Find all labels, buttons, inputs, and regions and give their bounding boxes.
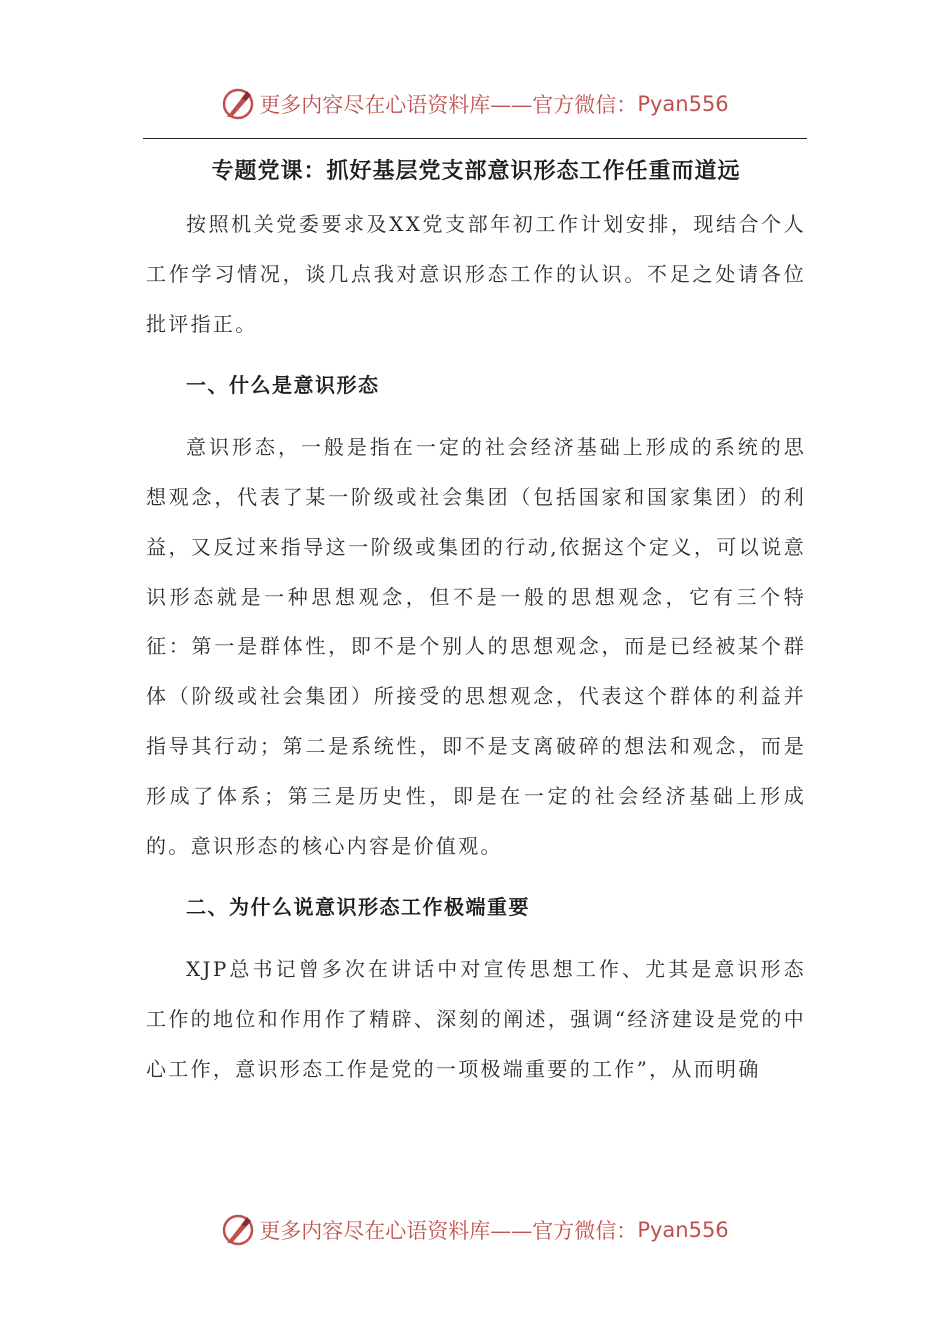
pen-nib-logo-icon — [221, 1213, 255, 1247]
pen-nib-logo-icon — [221, 87, 255, 121]
wechat-id: Pyan556 — [637, 1218, 729, 1242]
watermark-text: 更多内容尽在心语资料库——官方微信： — [259, 93, 638, 117]
intro-paragraph: 按照机关党委要求及XX党支部年初工作计划安排，现结合个人工作学习情况，谈几点我对意识形态工作的认识。不足之处请各位批评指正。 — [146, 212, 806, 336]
document-body — [146, 150, 806, 1095]
header-rule — [143, 138, 807, 139]
section-2-heading: 二、为什么说意识形态工作极端重要 — [186, 895, 530, 920]
wechat-id: Pyan556 — [637, 92, 729, 116]
watermark-footer — [0, 1210, 950, 1250]
document-title: 专题党课：抓好基层党支部意识形态工作任重而道远 — [211, 158, 741, 184]
watermark-header — [0, 84, 950, 124]
section-1-heading: 一、什么是意识形态 — [186, 373, 380, 398]
section-1-paragraph: 意识形态，一般是指在一定的社会经济基础上形成的系统的思想观念，代表了某一阶级或社会集团（包括国家和国家集团）的利益，又反过来指导这一阶级或集团的行动,依据这个定义，可以说意识形态就是一种思想观念，但不是一般的思想观念，它有三个特征：第一是群体性，即不是个别人的思想观念，而是已经被某个群体（阶级或社会集团）所接受的思想观念，代表这个群体的利益并指导其行动；第二是系统性，即不是支离破碎的想法和观念，而是形成了体系；第三是历史性，即是在一定的社会经济基础上形成的。意识形态的核心内容是价值观。 — [146, 435, 806, 858]
watermark-text: 更多内容尽在心语资料库——官方微信： — [259, 1219, 638, 1243]
section-2-paragraph: XJP总书记曾多次在讲话中对宣传思想工作、尤其是意识形态工作的地位和作用作了精辟、深刻的阐述，强调“经济建设是党的中心工作，意识形态工作是党的一项极端重要的工作”，从而明确 — [146, 957, 806, 1081]
